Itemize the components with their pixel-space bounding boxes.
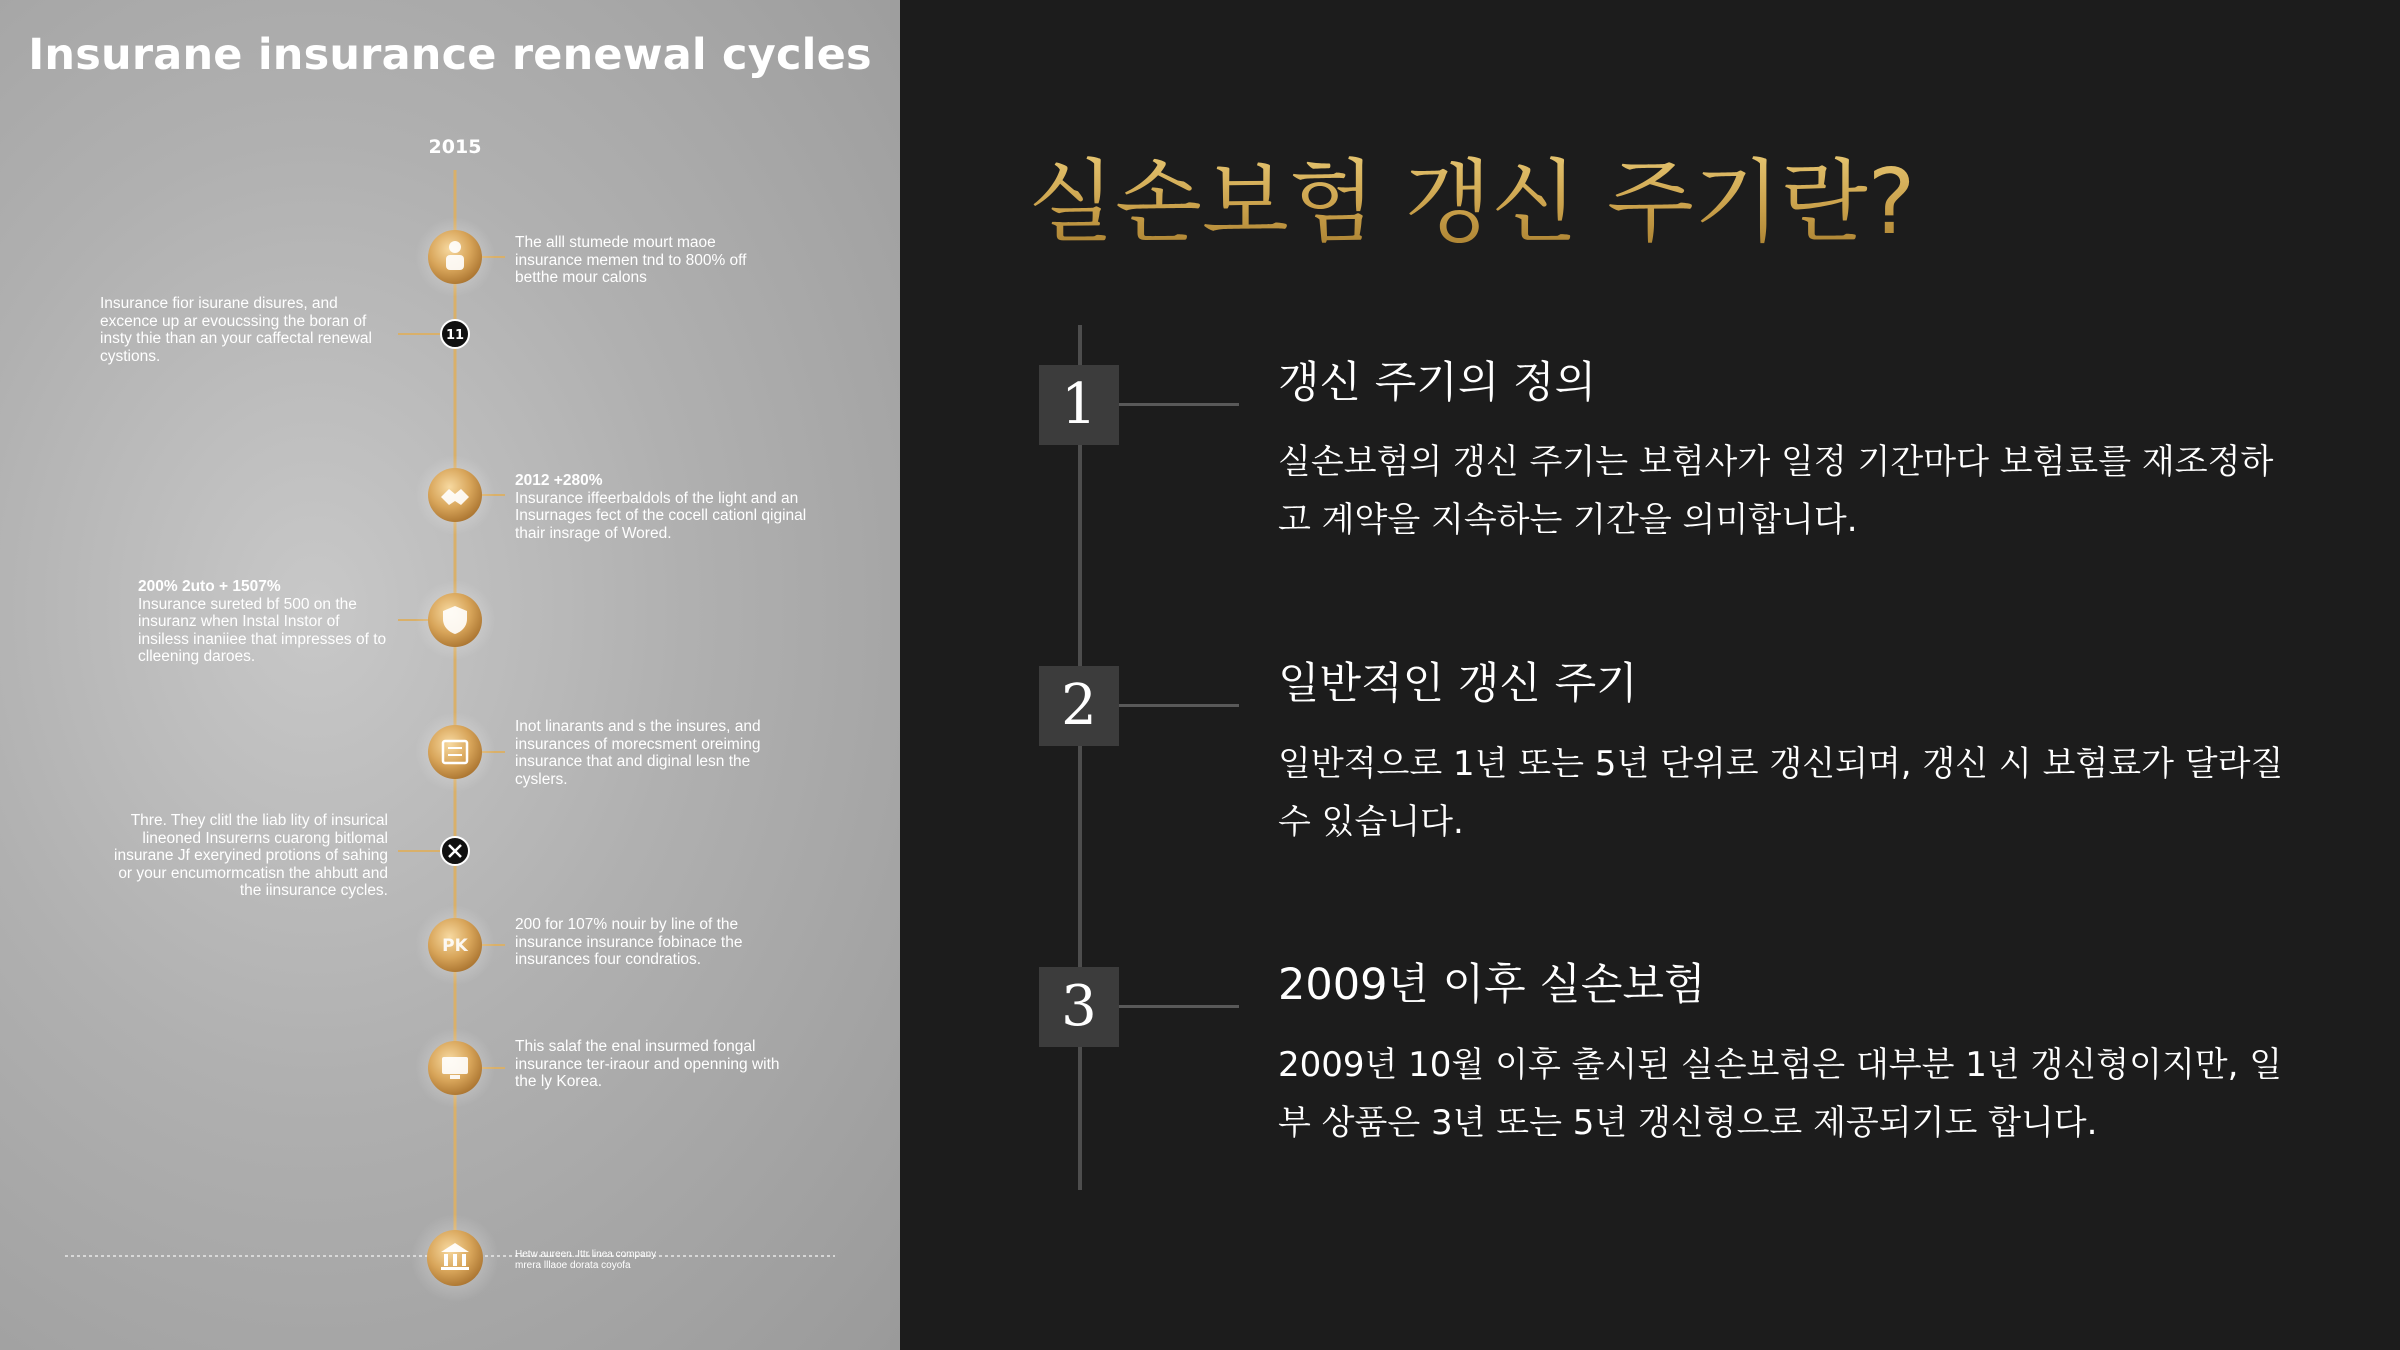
timeline-note: 200 for 107% nouir by line of the insurance insurance fobinace the insurances four condratios. (515, 916, 743, 968)
timeline-note: 2012 +280% Insurance iffeerbaldols of the light and an Insurnages fect of the cocell cationl qiginal thair insrage of Wored. (515, 472, 807, 542)
number-badge-icon (441, 320, 469, 348)
timeline-year-label: 2015 (428, 136, 482, 158)
infographic-panel (0, 0, 900, 1350)
handshake-icon (415, 455, 495, 535)
slide-title: 실손보험 갱신 주기란? (1028, 148, 1915, 258)
bank-icon (411, 1214, 499, 1302)
svg-text:11: 11 (445, 328, 465, 343)
svg-text:PK: PK (442, 936, 468, 956)
infographic-title: Insurane insurance renewal cycles (28, 30, 872, 80)
steps-vertical-line (1078, 325, 1082, 1190)
timeline-graphic (0, 0, 900, 1350)
timeline-note: The alll stumede mourt maoe insurance memen tnd to 800% off betthe mour calons (515, 234, 747, 286)
step-heading: 일반적인 갱신 주기 (1278, 659, 1638, 709)
document-icon (415, 712, 495, 792)
step-heading: 2009년 이후 실손보험 (1278, 960, 1706, 1010)
pk-icon (415, 905, 495, 985)
step-number-box: 1 (1039, 365, 1119, 445)
step-body: 2009년 10월 이후 출시된 실손보험은 대부분 1년 갱신형이지만, 일부 상품은 3년 또는 5년 갱신형으로 제공되기도 합니다. (1278, 1045, 2283, 1143)
person-icon (415, 217, 495, 297)
step-connector (1119, 704, 1239, 707)
slide-panel (900, 0, 2400, 1350)
tools-icon (441, 837, 469, 865)
timeline-note: Inot linarants and s the insures, and insurances of morecsment oreiming insurance that and diginal lesn the cyslers. (515, 718, 761, 788)
timeline-note: This salaf the enal insurmed fongal insurance ter-iraour and openning with the ly Korea. (515, 1038, 780, 1090)
step-body: 실손보험의 갱신 주기는 보험사가 일정 기간마다 보험료를 재조정하고 계약을 지속하는 기간을 의미합니다. (1278, 442, 2274, 540)
timeline-footer-note: Hetw aureen. Ittr linea company mrera lllaoe dorata coyofa (515, 1249, 657, 1271)
step-connector (1119, 1005, 1239, 1008)
step-body: 일반적으로 1년 또는 5년 단위로 갱신되며, 갱신 시 보험료가 달라질 수 있습니다. (1278, 744, 2284, 842)
step-heading: 갱신 주기의 정의 (1278, 358, 1597, 408)
computer-icon (415, 1028, 495, 1108)
timeline-note: Thre. They clitl the liab lity of insurical lineoned Insurerns cuarong bitlomal insurane Jf exeryined protions of sahing or your encumormcatisn the ahbutt and the iinsurance cycles. (114, 812, 388, 899)
step-number-box: 2 (1039, 666, 1119, 746)
timeline-note: Insurance fior isurane disures, and excence up ar evoucssing the boran of insty thie than an your caffectal renewal cystions. (100, 295, 372, 365)
shield-icon (415, 580, 495, 660)
timeline-note: 200% 2uto + 1507% Insurance sureted bf 500 on the insuranz when Instal Instor of insiless inaniiee that impresses of to clleening daroes. (138, 578, 387, 665)
step-connector (1119, 403, 1239, 406)
step-number-box: 3 (1039, 967, 1119, 1047)
